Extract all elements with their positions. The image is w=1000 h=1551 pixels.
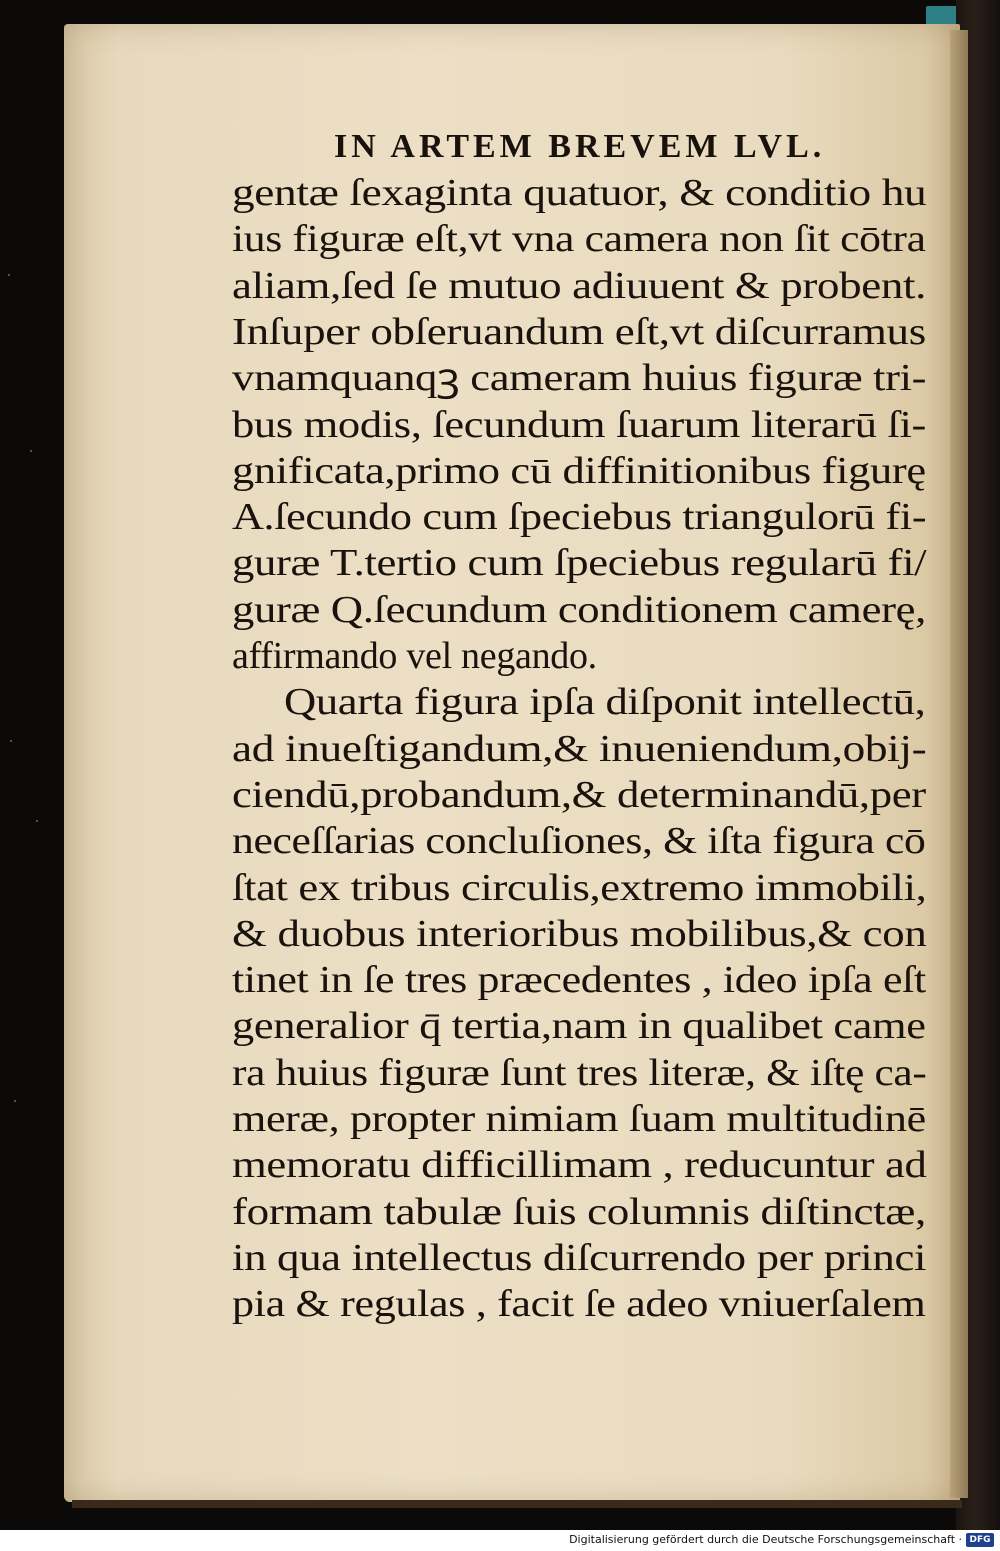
text-line: pia & regulas , facit ſe adeo vniuerſalem	[232, 1283, 926, 1326]
text-line: bus modis, ſecundum ſuarum literarū ſi-	[232, 403, 926, 446]
running-head: IN ARTEM BREVEM LVL.	[334, 128, 826, 165]
text-line: meræ, propter nimiam ſuam multitudinē	[232, 1098, 926, 1140]
scan-speck	[8, 274, 10, 276]
text-line: memoratu difficillimam , reducuntur ad	[232, 1144, 927, 1187]
text-line: & duobus interioribus mobilibus,& con	[232, 912, 927, 955]
scan-speck	[36, 820, 38, 822]
text-line: ius figuræ eſt,vt vna camera non ſit cōtra	[232, 218, 926, 261]
text-line: ſtat ex tribus circulis,extremo immobili,	[232, 866, 927, 909]
text-line: ciendū,probandum,& determinandū,per	[232, 773, 926, 816]
page-edge-shadow	[950, 30, 968, 1498]
scan-speck	[10, 740, 12, 742]
text-line: Quarta figura ipſa diſponit intellectū,	[284, 681, 926, 724]
text-line: aliam,ſed ſe mutuo adiuuent & probent.	[232, 264, 926, 307]
text-line: neceſſarias concluſiones, & iſta figura cō	[232, 820, 926, 863]
text-line: generalior q̄ tertia,nam in qualibet came	[232, 1005, 926, 1048]
page-bottom-edge	[72, 1500, 962, 1508]
text-line: guræ T.tertio cum ſpeciebus regularū fi/	[232, 542, 927, 585]
text-line: formam tabulæ ſuis columnis diſtinctæ,	[232, 1190, 926, 1233]
text-line: ra huius figuræ ſunt tres literæ, & iſtę ca-	[232, 1051, 927, 1094]
text-line: gnificata,primo cū diffinitionibus figurę	[232, 449, 926, 492]
scan-speck	[14, 1100, 16, 1102]
scan-speck	[30, 450, 32, 452]
text-line: A.ſecundo cum ſpeciebus triangulorū fi-	[232, 496, 927, 539]
funding-credit: Digitalisierung gefördert durch die Deutsche Forschungsgemeinschaft ·	[569, 1533, 962, 1546]
text-line: tinet in ſe tres præcedentes , ideo ipſa eſt	[232, 959, 926, 1002]
text-line: affirmando vel negando.	[232, 635, 597, 677]
dfg-logo: DFG	[966, 1533, 994, 1547]
text-line: vnamquanqꝫ cameram huius figuræ tri-	[232, 357, 927, 400]
text-line: Inſuper obſeruandum eſt,vt diſcurramus	[232, 310, 926, 353]
text-line: guræ Q.ſecundum conditionem camerę,	[232, 588, 926, 631]
text-line: ad inueſtigandum,& inueniendum,obij-	[232, 727, 927, 770]
text-line: gentæ ſexaginta quatuor, & conditio hu	[232, 172, 927, 214]
text-line: in qua intellectus diſcurrendo per princi	[232, 1236, 927, 1279]
